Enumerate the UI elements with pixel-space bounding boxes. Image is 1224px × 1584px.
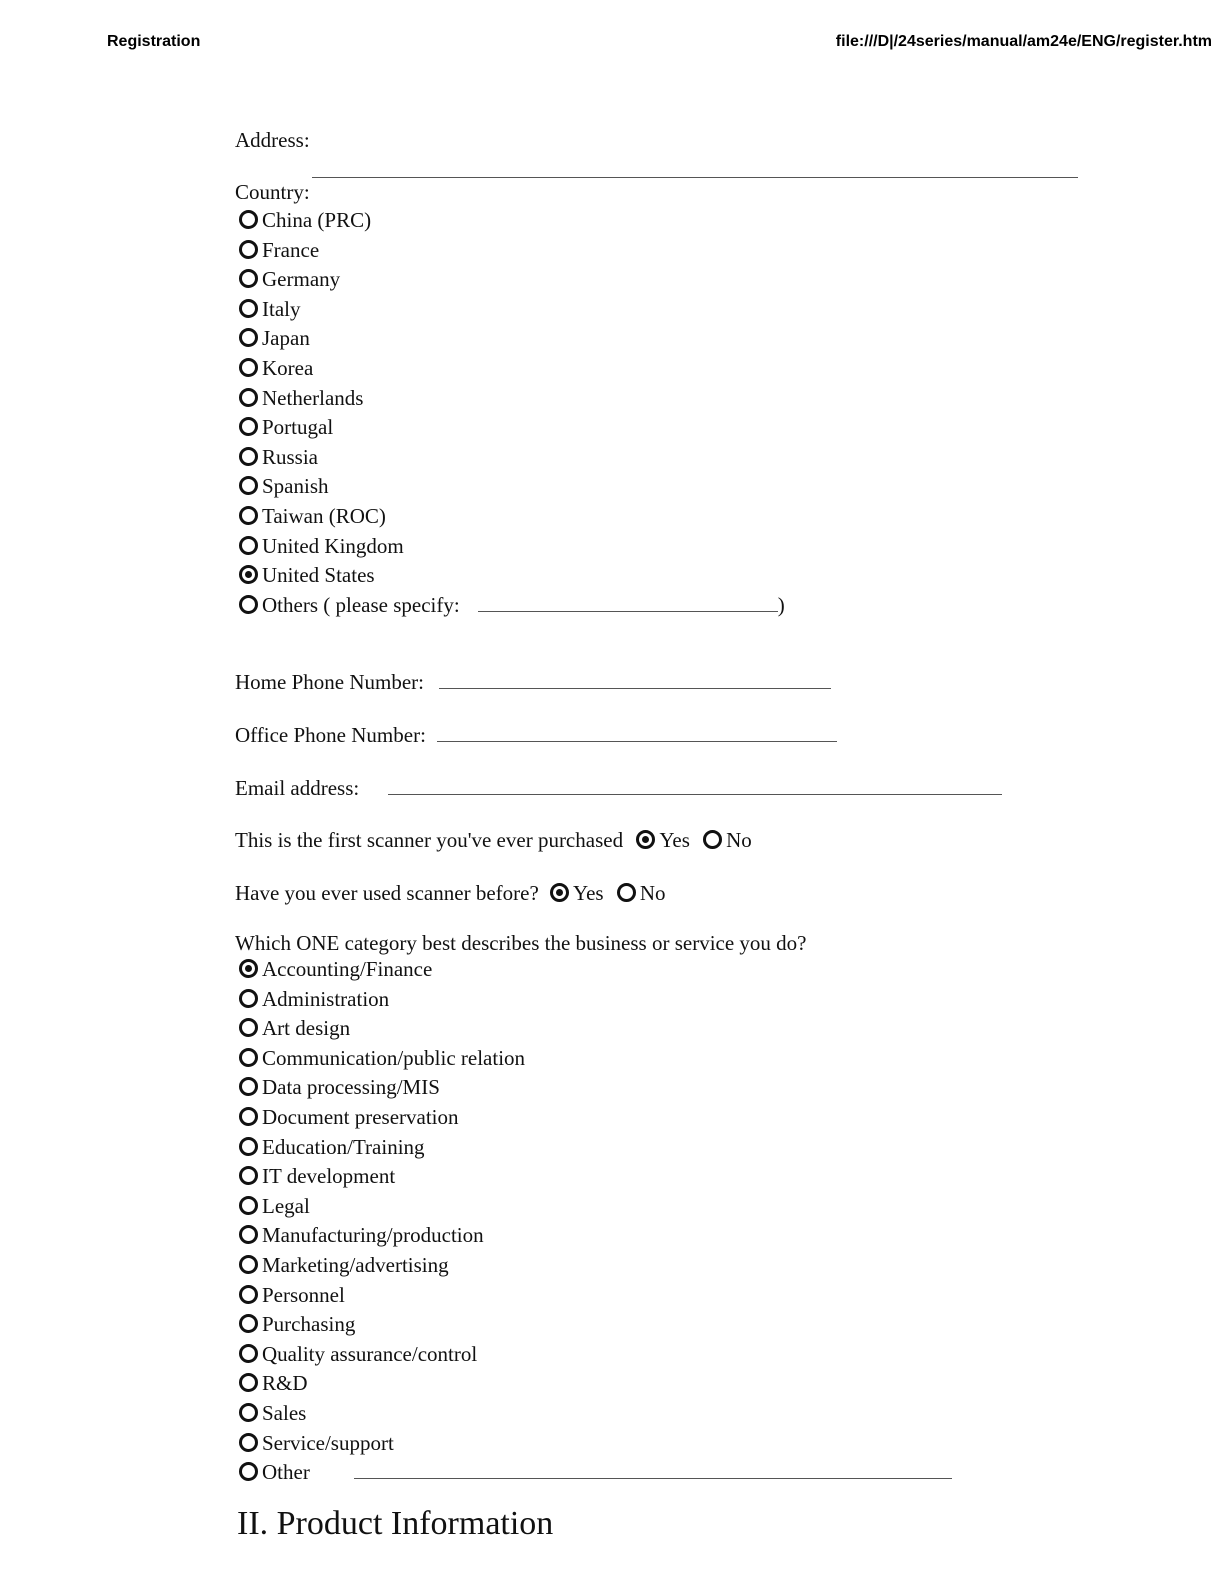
- country-option[interactable]: [239, 324, 785, 354]
- radio-icon[interactable]: [239, 595, 258, 614]
- business-option-label: Accounting/Finance: [262, 957, 433, 981]
- country-option[interactable]: [239, 532, 785, 562]
- country-option-label: Japan: [262, 326, 310, 351]
- country-option[interactable]: [239, 561, 785, 591]
- radio-icon[interactable]: [239, 565, 258, 584]
- business-option-label: Administration: [262, 986, 390, 1011]
- business-option-label: Data processing/MIS: [262, 1075, 440, 1100]
- home-phone-row: [235, 670, 831, 695]
- country-radio-group: [239, 206, 785, 620]
- radio-icon[interactable]: [239, 1462, 258, 1481]
- country-option-label: Italy: [262, 296, 301, 321]
- radio-icon[interactable]: [239, 269, 258, 288]
- business-option-label: Purchasing: [262, 1312, 356, 1337]
- business-option[interactable]: [239, 1133, 952, 1163]
- used-before-row: [235, 881, 666, 906]
- radio-icon[interactable]: [239, 1373, 258, 1392]
- business-option-label: Document preservation: [262, 1104, 459, 1129]
- business-option[interactable]: [239, 1044, 952, 1074]
- country-label: Country:: [235, 180, 310, 204]
- country-option-others[interactable]: [239, 591, 785, 621]
- home-phone-input[interactable]: [439, 674, 831, 689]
- section-title: II. Product Information: [237, 1505, 554, 1542]
- country-option[interactable]: [239, 206, 785, 236]
- business-option-label: Marketing/advertising: [262, 1252, 449, 1277]
- radio-icon[interactable]: [239, 328, 258, 347]
- business-option[interactable]: [239, 985, 952, 1015]
- radio-icon[interactable]: [239, 447, 258, 466]
- address-field[interactable]: [312, 177, 1078, 178]
- country-option-label: Germany: [262, 267, 341, 292]
- radio-icon[interactable]: [239, 299, 258, 318]
- country-option[interactable]: [239, 472, 785, 502]
- first-scanner-no-label: No: [726, 828, 752, 852]
- business-option[interactable]: [239, 1192, 952, 1222]
- business-option[interactable]: [239, 1162, 952, 1192]
- business-option[interactable]: [239, 1014, 952, 1044]
- country-option[interactable]: [239, 295, 785, 325]
- radio-icon[interactable]: [239, 959, 258, 978]
- radio-icon[interactable]: [239, 1077, 258, 1096]
- country-option[interactable]: [239, 443, 785, 473]
- business-radio-group: [239, 955, 952, 1488]
- radio-icon[interactable]: [239, 1255, 258, 1274]
- email-row: [235, 776, 1002, 801]
- country-option-label: Taiwan (ROC): [262, 503, 386, 528]
- country-option[interactable]: [239, 354, 785, 384]
- office-phone-label: Office Phone Number:: [235, 723, 426, 747]
- country-option-label: Korea: [262, 355, 314, 380]
- email-label: Email address:: [235, 776, 360, 800]
- country-option[interactable]: [239, 265, 785, 295]
- country-option-label: China (PRC): [262, 208, 372, 232]
- business-option-label: Personnel: [262, 1282, 345, 1307]
- business-option[interactable]: [239, 1221, 952, 1251]
- business-option[interactable]: [239, 1073, 952, 1103]
- business-option-label: Service/support: [262, 1430, 394, 1455]
- business-option-label: Sales: [262, 1400, 307, 1425]
- radio-icon[interactable]: [239, 388, 258, 407]
- country-option[interactable]: [239, 413, 785, 443]
- country-option-label: Netherlands: [262, 385, 364, 410]
- radio-icon[interactable]: [239, 989, 258, 1008]
- business-option-label: Art design: [262, 1016, 351, 1041]
- country-option[interactable]: [239, 236, 785, 266]
- radio-icon[interactable]: [239, 1018, 258, 1037]
- radio-icon[interactable]: [239, 1225, 258, 1244]
- business-option[interactable]: [239, 955, 952, 985]
- country-option-label: United Kingdom: [262, 533, 404, 558]
- country-option-label: Portugal: [262, 415, 334, 440]
- radio-icon[interactable]: [239, 1433, 258, 1452]
- radio-icon[interactable]: [239, 358, 258, 377]
- business-option-label: Manufacturing/production: [262, 1223, 484, 1248]
- page-header-url: file:///D|/24series/manual/am24e/ENG/register.htm: [835, 33, 1212, 50]
- business-other-input[interactable]: [354, 1464, 952, 1479]
- radio-icon[interactable]: [239, 1048, 258, 1067]
- used-before-yes-label: Yes: [573, 881, 604, 905]
- radio-icon[interactable]: [239, 536, 258, 555]
- radio-icon[interactable]: [239, 240, 258, 259]
- business-option-label: Legal: [262, 1193, 310, 1218]
- business-option[interactable]: [239, 1310, 952, 1340]
- business-option[interactable]: [239, 1251, 952, 1281]
- country-others-close: ): [777, 592, 785, 617]
- radio-icon[interactable]: [239, 1166, 258, 1185]
- business-question: Which ONE category best describes the business or service you do?: [235, 931, 807, 955]
- business-option[interactable]: [239, 1340, 952, 1370]
- page-header-title: Registration: [107, 33, 201, 50]
- radio-icon[interactable]: [239, 1196, 258, 1215]
- first-scanner-row: [235, 828, 752, 853]
- country-others-input[interactable]: [478, 597, 778, 612]
- business-option-label: R&D: [262, 1371, 308, 1396]
- radio-icon[interactable]: [239, 476, 258, 495]
- first-scanner-yes-label: Yes: [659, 828, 690, 852]
- business-option-label: IT development: [262, 1164, 396, 1189]
- address-label: Address:: [235, 128, 310, 152]
- country-option[interactable]: [239, 502, 785, 532]
- country-option-label: Spanish: [262, 474, 329, 499]
- radio-icon[interactable]: [239, 1137, 258, 1156]
- business-option[interactable]: [239, 1399, 952, 1429]
- country-option-label: France: [262, 237, 320, 262]
- country-option-label: Russia: [262, 444, 319, 469]
- radio-icon[interactable]: [239, 210, 258, 229]
- radio-icon[interactable]: [239, 1285, 258, 1304]
- business-option-other[interactable]: [239, 1458, 952, 1488]
- business-other-label: Other: [262, 1460, 310, 1485]
- business-option[interactable]: [239, 1281, 952, 1311]
- country-option-label: United States: [262, 563, 375, 588]
- business-option[interactable]: [239, 1103, 952, 1133]
- radio-icon[interactable]: [239, 1314, 258, 1333]
- radio-icon[interactable]: [239, 1344, 258, 1363]
- office-phone-input[interactable]: [437, 727, 837, 742]
- email-input[interactable]: [388, 780, 1002, 795]
- business-option[interactable]: [239, 1429, 952, 1459]
- used-before-no-label: No: [639, 881, 666, 905]
- first-scanner-question: This is the first scanner you've ever purchased: [235, 828, 624, 852]
- first-scanner-no-radio[interactable]: [703, 830, 722, 849]
- business-option[interactable]: [239, 1369, 952, 1399]
- business-option-label: Communication/public relation: [262, 1045, 526, 1070]
- business-option-label: Education/Training: [262, 1134, 425, 1159]
- used-before-no-radio[interactable]: [617, 883, 636, 902]
- country-others-label: Others ( please specify:: [262, 592, 460, 617]
- home-phone-label: Home Phone Number:: [235, 670, 424, 694]
- radio-icon[interactable]: [239, 417, 258, 436]
- radio-icon[interactable]: [239, 1403, 258, 1422]
- radio-icon[interactable]: [239, 506, 258, 525]
- country-option[interactable]: [239, 384, 785, 414]
- used-before-yes-radio[interactable]: [550, 883, 569, 902]
- business-option-label: Quality assurance/control: [262, 1341, 478, 1366]
- first-scanner-yes-radio[interactable]: [636, 830, 655, 849]
- radio-icon[interactable]: [239, 1107, 258, 1126]
- used-before-question: Have you ever used scanner before?: [235, 881, 539, 905]
- office-phone-row: [235, 723, 837, 748]
